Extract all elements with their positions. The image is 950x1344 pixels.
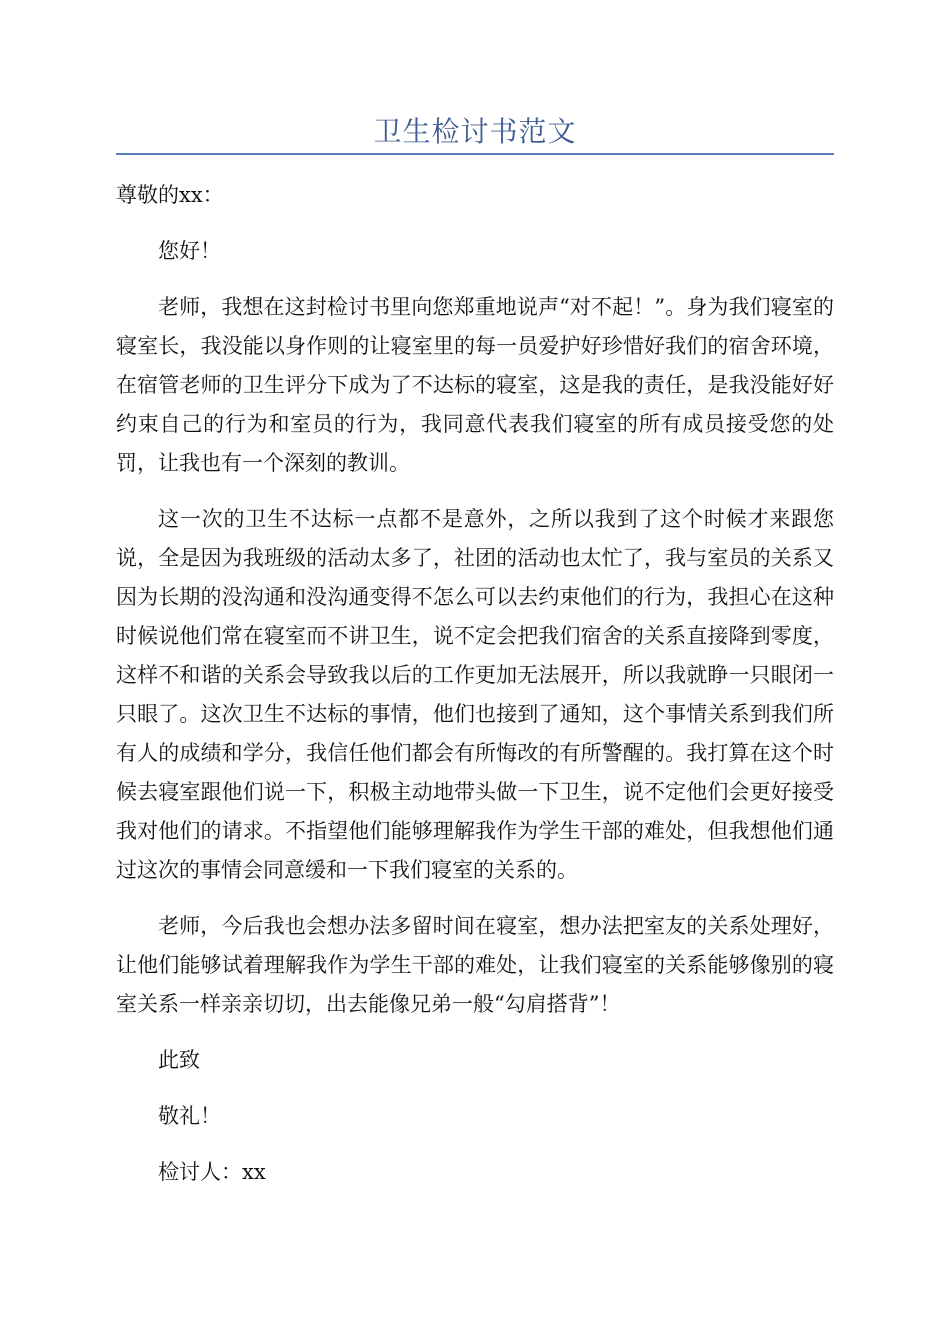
paragraph-2: 这一次的卫生不达标一点都不是意外，之所以我到了这个时候才来跟您说，全是因为我班级的活动太多了，社团的活动也太忙了，我与室员的关系又因为长期的没沟通和没沟通变得不怎么可以去约束他们的行为，我担心在这种时候说他们常在寝室而不讲卫生，说不定会把我们宿舍的关系直接降到零度，这样不和谐的关系会导致我以后的工作更加无法展开，所以我就睁一只眼闭一只眼了。这次卫生不达标的事情，他们也接到了通知，这个事情关系到我们所有人的成绩和学分，我信任他们都会有所悔改的有所警醒的。我打算在这个时候去寝室跟他们说一下，积极主动地带头做一下卫生，说不定他们会更好接受我对他们的请求。不指望他们能够理解我作为学生干部的难处，但我想他们通过这次的事情会同意缓和一下我们寝室的关系的。 [116, 507, 834, 882]
document-title: 卫生检讨书范文 [373, 115, 577, 148]
document-body [116, 176, 834, 1192]
closing-line-2: 敬礼！ [158, 1104, 221, 1128]
closing-line-1: 此致 [158, 1048, 200, 1072]
paragraph-1: 老师，我想在这封检讨书里向您郑重地说声“对不起！”。身为我们寝室的寝室长，我没能以身作则的让寝室里的每一员爱护好珍惜好我们的宿舍环境，在宿管老师的卫生评分下成为了不达标的寝室，这是我的责任，是我没能好好约束自己的行为和室员的行为，我同意代表我们寝室的所有成员接受您的处罚，让我也有一个深刻的教训。 [116, 295, 834, 475]
salutation: 尊敬的xx： [116, 183, 224, 207]
title-underline [116, 153, 834, 155]
paragraph-3: 老师，今后我也会想办法多留时间在寝室，想办法把室友的关系处理好，让他们能够试着理解我作为学生干部的难处，让我们寝室的关系能够像别的寝室关系一样亲亲切切，出去能像兄弟一般“勾肩搭背”！ [116, 914, 834, 1016]
greeting: 您好！ [158, 239, 221, 263]
signature: 检讨人：xx [158, 1160, 266, 1184]
